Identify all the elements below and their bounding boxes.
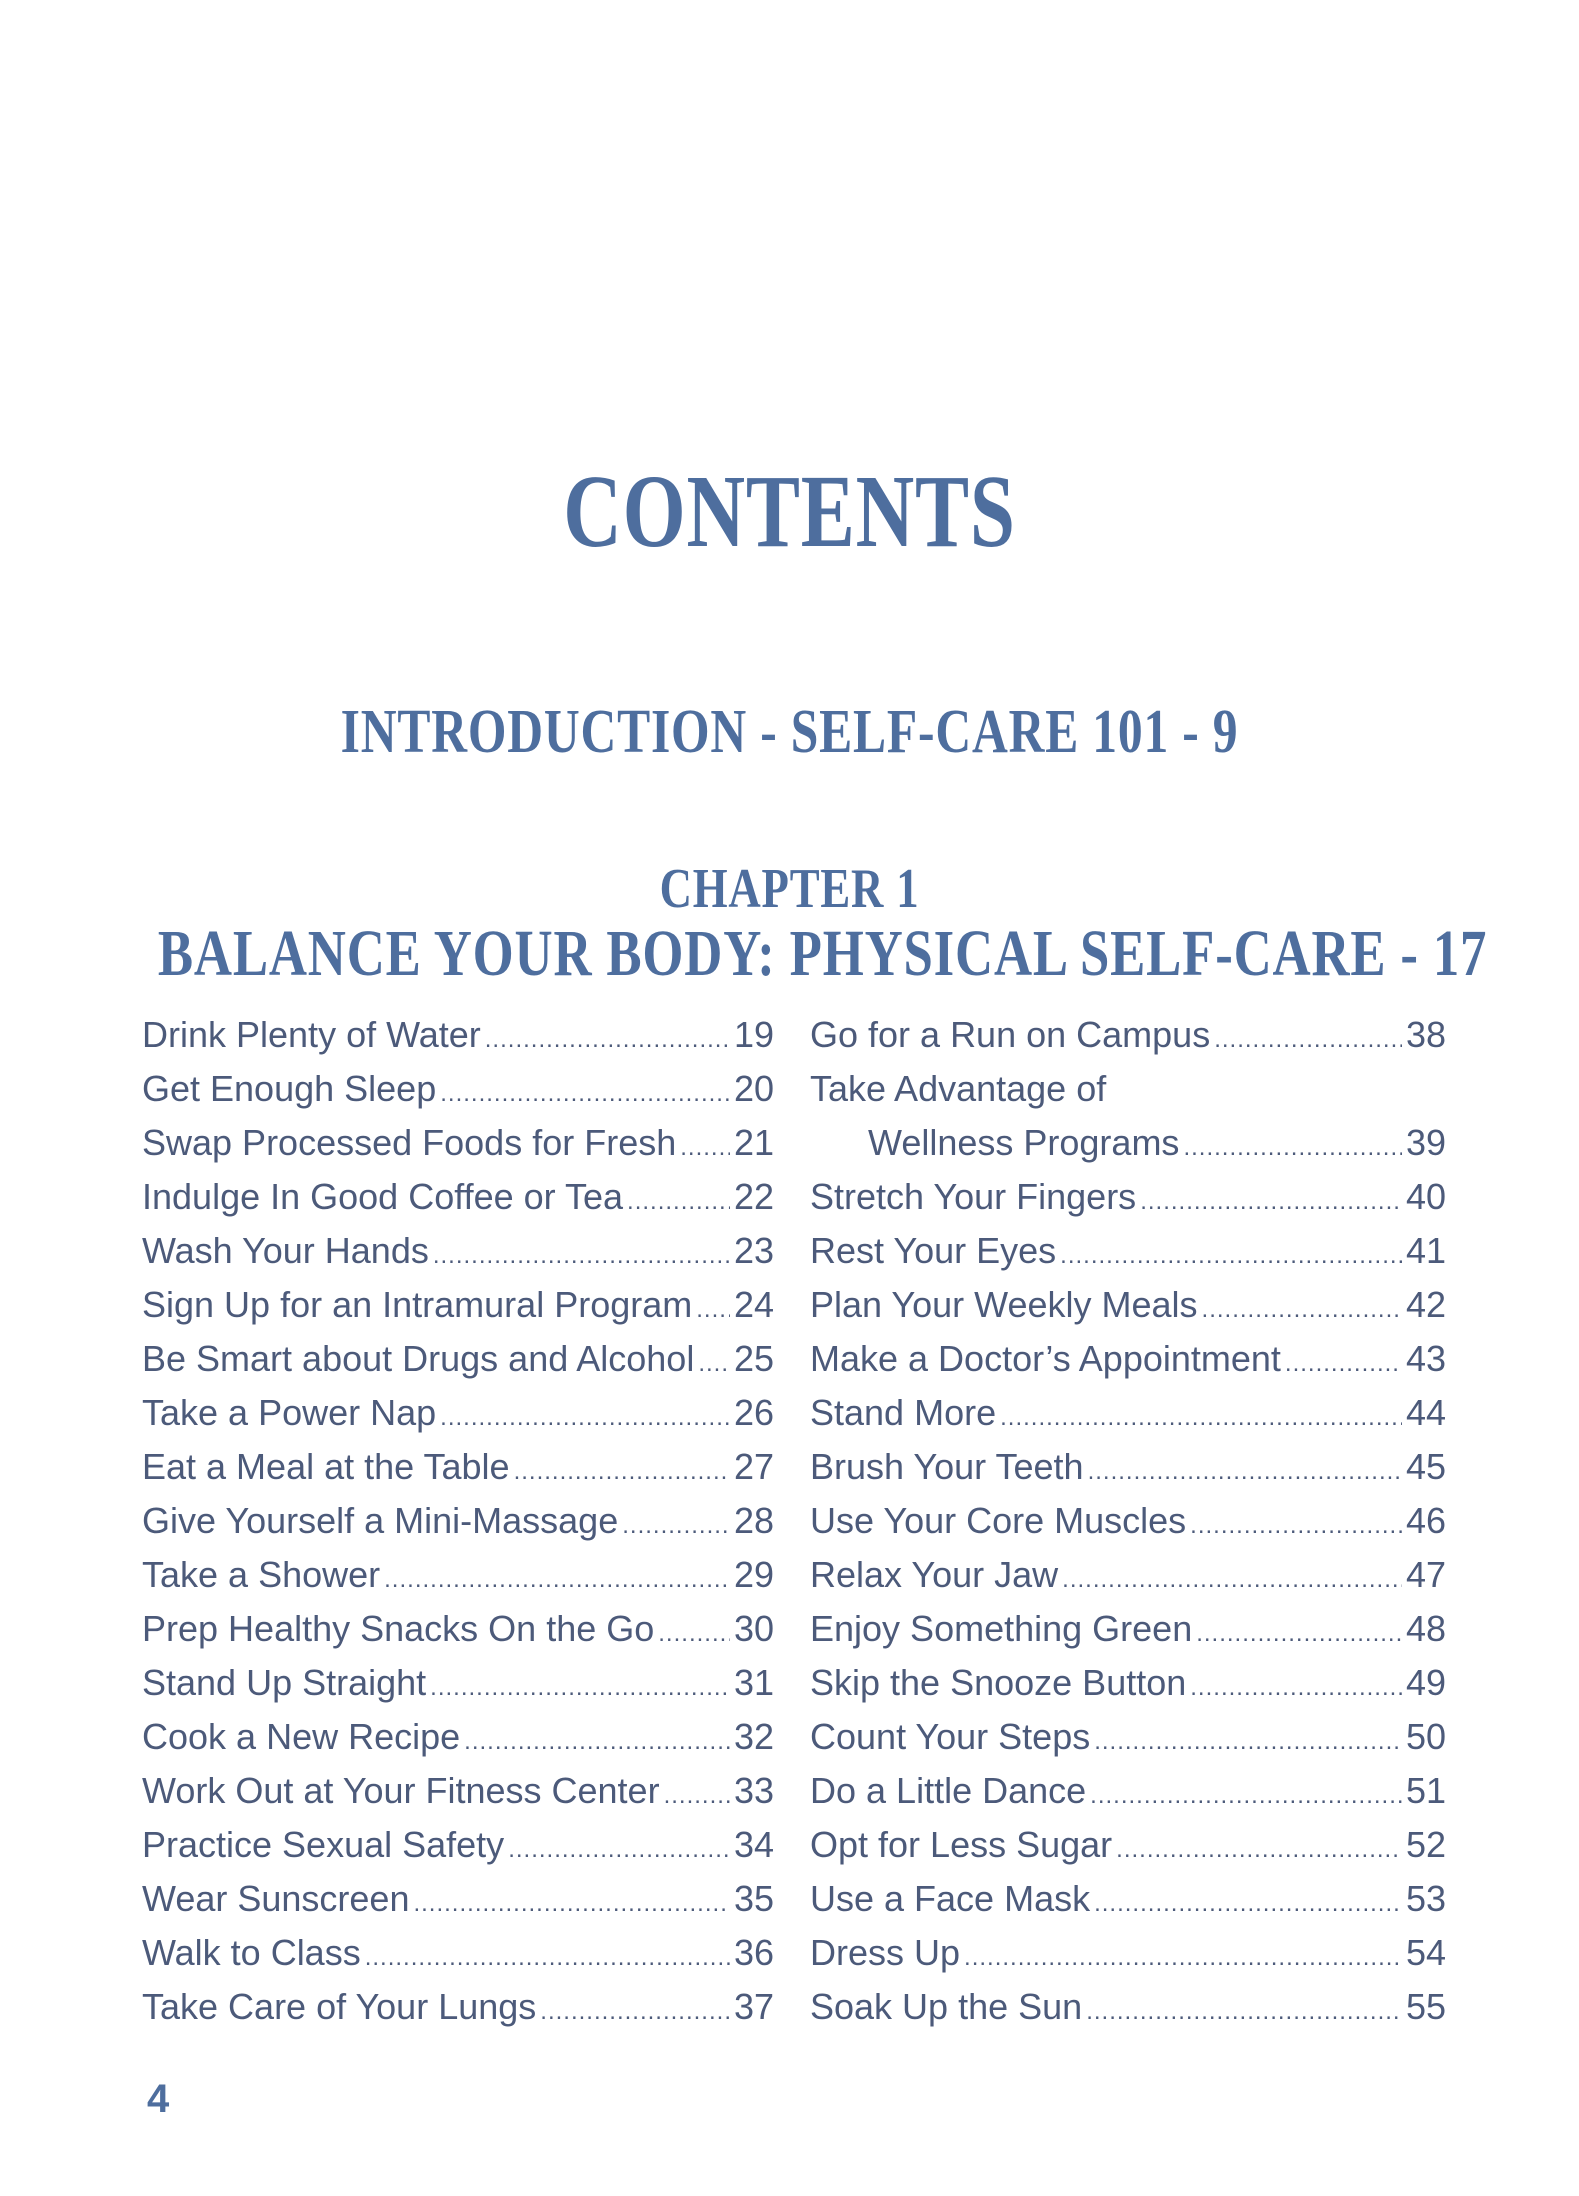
toc-entry[interactable] — [810, 1980, 1446, 2034]
toc-entry-page: 20 — [733, 1068, 774, 1109]
toc-leader-dots — [1062, 1553, 1402, 1607]
toc-leader-dots — [1285, 1337, 1402, 1391]
page-title: CONTENTS — [563, 454, 1016, 569]
toc-entry-page: 31 — [733, 1662, 774, 1703]
toc-entry[interactable] — [142, 1602, 774, 1656]
toc-entry-title: Stretch Your Fingers — [810, 1176, 1137, 1217]
toc-entry-title: Soak Up the Sun — [810, 1986, 1083, 2027]
toc-entry-title: Enjoy Something Green — [810, 1608, 1193, 1649]
toc-entry-title: Use a Face Mask — [810, 1878, 1091, 1919]
toc-entry-title: Take Care of Your Lungs — [142, 1986, 537, 2027]
toc-leader-dots — [1190, 1661, 1402, 1715]
toc-entry[interactable] — [810, 1170, 1446, 1224]
toc-entry-page: 44 — [1405, 1392, 1446, 1433]
toc-entry-page: 46 — [1405, 1500, 1446, 1541]
toc-leader-dots — [680, 1121, 730, 1175]
toc-entry[interactable] — [810, 1548, 1446, 1602]
toc-leader-dots — [1094, 1877, 1402, 1931]
toc-leader-dots — [658, 1607, 730, 1661]
toc-entry-page: 47 — [1405, 1554, 1446, 1595]
toc-entry[interactable] — [142, 1818, 774, 1872]
toc-entry-title: Take Advantage of — [810, 1068, 1107, 1109]
toc-entry-title: Swap Processed Foods for Fresh — [142, 1122, 677, 1163]
toc-leader-dots — [664, 1769, 730, 1823]
toc-entry-page: 51 — [1405, 1770, 1446, 1811]
toc-entry-page: 54 — [1405, 1932, 1446, 1973]
toc-entry[interactable] — [810, 1602, 1446, 1656]
toc-entry[interactable] — [142, 1386, 774, 1440]
toc-entry-title: Be Smart about Drugs and Alcohol — [142, 1338, 695, 1379]
toc-entry-page: 48 — [1405, 1608, 1446, 1649]
toc-entry-page: 29 — [733, 1554, 774, 1595]
toc-entry-page: 43 — [1405, 1338, 1446, 1379]
toc-leader-dots — [1183, 1121, 1402, 1175]
toc-entry-page: 35 — [733, 1878, 774, 1919]
toc-leader-dots — [1214, 1013, 1402, 1067]
toc-entry-page: 22 — [733, 1176, 774, 1217]
toc-entry[interactable] — [142, 1656, 774, 1710]
toc-entry[interactable] — [142, 1926, 774, 1980]
toc-entry[interactable] — [142, 1332, 774, 1386]
toc-leader-dots — [540, 1985, 730, 2039]
toc-entry[interactable] — [810, 1872, 1446, 1926]
toc-entry-title: Prep Healthy Snacks On the Go — [142, 1608, 655, 1649]
toc-entry-page: 33 — [733, 1770, 774, 1811]
toc-leader-dots — [1196, 1607, 1402, 1661]
toc-entry-page: 45 — [1405, 1446, 1446, 1487]
toc-entry[interactable] — [810, 1494, 1446, 1548]
toc-left-column — [142, 1008, 774, 2034]
toc-entry-page: 30 — [733, 1608, 774, 1649]
toc-entry[interactable] — [810, 1386, 1446, 1440]
introduction-heading[interactable]: INTRODUCTION - SELF-CARE 101 - 9 — [340, 698, 1239, 766]
toc-entry-page: 38 — [1405, 1014, 1446, 1055]
toc-entry-title: Wear Sunscreen — [142, 1878, 410, 1919]
toc-entry-title: Count Your Steps — [810, 1716, 1091, 1757]
toc-entry-title: Brush Your Teeth — [810, 1446, 1084, 1487]
toc-entry-title: Opt for Less Sugar — [810, 1824, 1113, 1865]
toc-leader-dots — [440, 1391, 730, 1445]
toc-leader-dots — [413, 1877, 729, 1931]
toc-entry[interactable] — [142, 1710, 774, 1764]
toc-entry-page: 37 — [733, 1986, 774, 2027]
toc-entry-title: Drink Plenty of Water — [142, 1014, 481, 1055]
toc-leader-dots — [514, 1445, 730, 1499]
toc-entry-title: Cook a New Recipe — [142, 1716, 461, 1757]
toc-entry[interactable] — [142, 1116, 774, 1170]
toc-leader-dots — [440, 1067, 730, 1121]
toc-entry-title: Give Yourself a Mini-Massage — [142, 1500, 619, 1541]
toc-entry-page: 36 — [733, 1932, 774, 1973]
toc-entry-title: Plan Your Weekly Meals — [810, 1284, 1198, 1325]
toc-entry-wrapped-second-line[interactable] — [810, 1116, 1446, 1170]
toc-entry-title: Dress Up — [810, 1932, 961, 1973]
toc-entry[interactable] — [810, 1008, 1446, 1062]
toc-entry-title: Skip the Snooze Button — [810, 1662, 1187, 1703]
toc-entry[interactable] — [810, 1656, 1446, 1710]
toc-entry[interactable] — [142, 1764, 774, 1818]
toc-entry-page: 55 — [1405, 1986, 1446, 2027]
toc-entry-title: Rest Your Eyes — [810, 1230, 1057, 1271]
toc-leader-dots — [627, 1175, 730, 1229]
toc-leader-dots — [696, 1283, 730, 1337]
toc-entry-title: Do a Little Dance — [810, 1770, 1087, 1811]
toc-leader-dots — [1190, 1499, 1402, 1553]
toc-leader-dots — [964, 1931, 1402, 1985]
toc-entry[interactable] — [142, 1980, 774, 2034]
toc-entry-title: Use Your Core Muscles — [810, 1500, 1187, 1541]
toc-entry[interactable] — [142, 1008, 774, 1062]
toc-entry-page: 50 — [1405, 1716, 1446, 1757]
toc-entry-title: Stand More — [810, 1392, 997, 1433]
toc-leader-dots — [365, 1931, 730, 1985]
toc-entry[interactable] — [142, 1440, 774, 1494]
toc-entry[interactable] — [142, 1872, 774, 1926]
toc-leader-dots — [1202, 1283, 1402, 1337]
toc-entry-title: Practice Sexual Safety — [142, 1824, 505, 1865]
toc-entry[interactable] — [810, 1332, 1446, 1386]
toc-entry[interactable] — [810, 1710, 1446, 1764]
toc-entry-page: 23 — [733, 1230, 774, 1271]
toc-entry[interactable] — [142, 1494, 774, 1548]
toc-entry-title: Indulge In Good Coffee or Tea — [142, 1176, 624, 1217]
toc-entry[interactable] — [142, 1278, 774, 1332]
toc-right-column — [810, 1008, 1446, 2034]
toc-entry-title: Wellness Programs — [868, 1122, 1180, 1163]
toc-leader-dots — [1060, 1229, 1402, 1283]
toc-entry[interactable] — [142, 1548, 774, 1602]
toc-leader-dots — [1090, 1769, 1402, 1823]
toc-leader-dots — [433, 1229, 730, 1283]
toc-entry-title: Work Out at Your Fitness Center — [142, 1770, 660, 1811]
toc-entry-page: 19 — [733, 1014, 774, 1055]
toc-entry-page: 25 — [733, 1338, 774, 1379]
toc-leader-dots — [1000, 1391, 1402, 1445]
toc-entry[interactable] — [810, 1440, 1446, 1494]
toc-entry-page: 32 — [733, 1716, 774, 1757]
toc-entry-title: Relax Your Jaw — [810, 1554, 1059, 1595]
toc-entry-title: Stand Up Straight — [142, 1662, 427, 1703]
toc-leader-dots — [464, 1715, 730, 1769]
toc-leader-dots — [1088, 1445, 1402, 1499]
toc-entry-title: Make a Doctor’s Appointment — [810, 1338, 1281, 1379]
toc-entry[interactable] — [142, 1170, 774, 1224]
chapter-number: CHAPTER 1 — [659, 858, 920, 920]
toc-entry-title: Wash Your Hands — [142, 1230, 429, 1271]
toc-entry-title: Go for a Run on Campus — [810, 1014, 1211, 1055]
toc-leader-dots — [384, 1553, 730, 1607]
toc-entry-page: 42 — [1405, 1284, 1446, 1325]
toc-leader-dots — [698, 1337, 730, 1391]
toc-entry-title: Take a Power Nap — [142, 1392, 437, 1433]
toc-entry-page: 26 — [733, 1392, 774, 1433]
toc-entry-title: Get Enough Sleep — [142, 1068, 437, 1109]
toc-entry-wrapped-first-line[interactable] — [810, 1062, 1446, 1116]
toc-entry-page: 21 — [733, 1122, 774, 1163]
toc-entry[interactable] — [810, 1818, 1446, 1872]
toc-entry-page: 49 — [1405, 1662, 1446, 1703]
toc-leader-dots — [1116, 1823, 1402, 1877]
toc-leader-dots — [430, 1661, 730, 1715]
toc-leader-dots — [622, 1499, 730, 1553]
toc-entry[interactable] — [810, 1764, 1446, 1818]
toc-entry-page: 41 — [1405, 1230, 1446, 1271]
toc-leader-dots — [508, 1823, 730, 1877]
toc-entry-page: 52 — [1405, 1824, 1446, 1865]
toc-entry-title: Sign Up for an Intramural Program — [142, 1284, 693, 1325]
toc-entry-page: 24 — [733, 1284, 774, 1325]
toc-entry[interactable] — [810, 1224, 1446, 1278]
toc-entry[interactable] — [142, 1062, 774, 1116]
page-number: 4 — [147, 2077, 170, 2121]
toc-entry-page: 40 — [1405, 1176, 1446, 1217]
toc-entry[interactable] — [810, 1926, 1446, 1980]
toc-leader-dots — [1086, 1985, 1402, 2039]
toc-entry-page: 53 — [1405, 1878, 1446, 1919]
toc-entry-page: 34 — [733, 1824, 774, 1865]
toc-entry-page: 39 — [1405, 1122, 1446, 1163]
toc-entry-title: Walk to Class — [142, 1932, 361, 1973]
toc-leader-dots — [485, 1013, 730, 1067]
chapter-title[interactable]: BALANCE YOUR BODY: PHYSICAL SELF-CARE - 17 — [157, 917, 1488, 990]
toc-entry[interactable] — [142, 1224, 774, 1278]
toc-entry-page: 28 — [733, 1500, 774, 1541]
toc-entry-title: Take a Shower — [142, 1554, 381, 1595]
toc-leader-dots — [1140, 1175, 1402, 1229]
toc-entry[interactable] — [810, 1278, 1446, 1332]
toc-entry-title: Eat a Meal at the Table — [142, 1446, 510, 1487]
toc-entry-page: 27 — [733, 1446, 774, 1487]
toc-leader-dots — [1094, 1715, 1402, 1769]
